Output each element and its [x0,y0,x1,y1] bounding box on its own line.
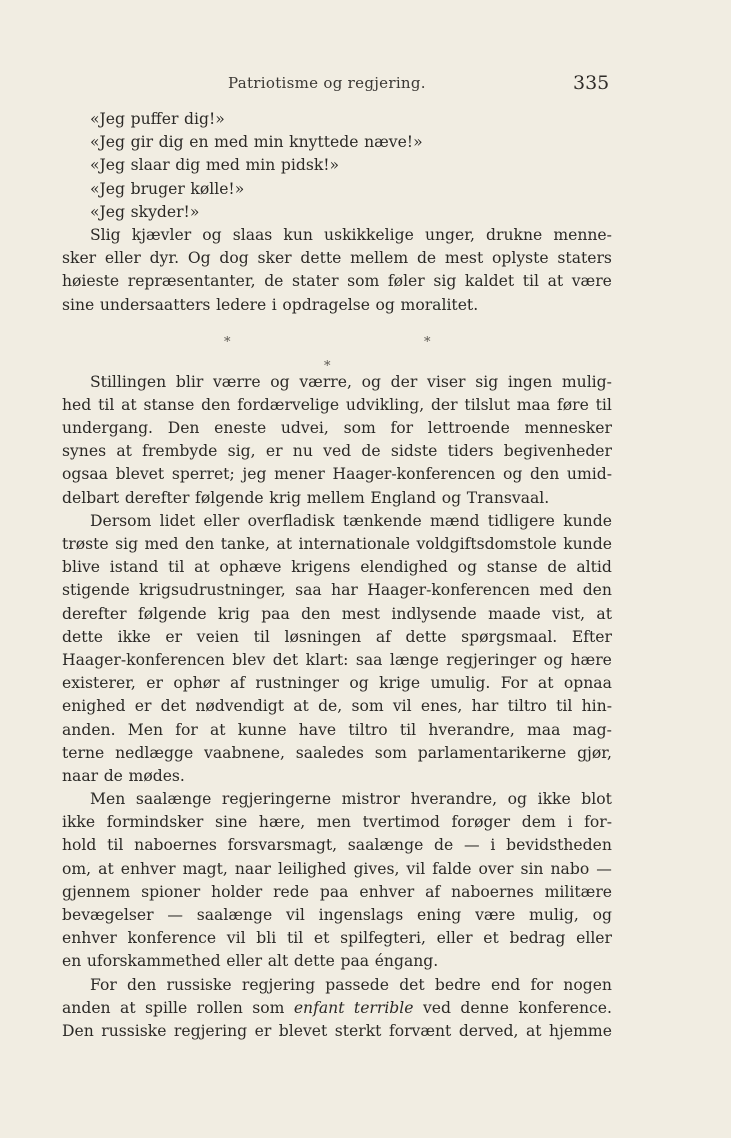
text-line: dette ikke er veien til løsningen af dette spørgsmaal. Efter [62,627,612,646]
text-line: «Jeg slaar dig med min pidsk!» [90,156,340,175]
asterisk: * [224,334,231,350]
text-line: Haager-konferencen blev det klart: saa længe regjeringer og hære [62,650,612,669]
text-line: Men saalænge regjeringerne mistror hverandre, og ikke blot [90,790,612,809]
text-line: sker eller dyr. Og dog sker dette mellem de mest oplyste staters [62,249,612,268]
text-line: «Jeg bruger kølle!» [90,179,245,198]
text-line: delbart derefter følgende krig mellem England og Transvaal. [62,488,550,507]
text-line: enighed er det nødvendigt at de, som vil enes, har tiltro til hin- [62,697,612,716]
text-line: existerer, er ophør af rustninger og krige umulig. For at opnaa [62,674,612,693]
text-line: om, at enhver magt, naar leilighed gives, vil falde over sin nabo — [62,859,612,878]
text-line: gjennem spioner holder rede paa enhver af naboernes militære [62,882,612,901]
text-line: Den russiske regjering er blevet sterkt forvænt derved, at hjemme [62,1021,612,1040]
text-line: sine undersaatters ledere i opdragelse og moralitet. [62,295,479,314]
text-line: hold til naboernes forsvarsmagt, saalænge de — i bevidstheden [62,836,612,855]
page-number: 335 [573,72,610,94]
body-text [62,108,612,1043]
text-line: «Jeg gir dig en med min knyttede næve!» [90,133,423,152]
text-line: anden at spille rollen som enfant terrible ved denne konference. [62,998,612,1017]
text-line: enhver konference vil bli til et spilfegteri, eller et bedrag eller [62,929,612,948]
text-line: høieste repræsentanter, de stater som føler sig kaldet til at være [62,272,612,291]
text-line: Stillingen blir værre og værre, og der viser sig ingen mulig- [90,372,612,391]
text-line: naar de mødes. [62,766,185,785]
page-header [0,72,731,98]
running-title: Patriotisme og regjering. [228,74,426,92]
text-line: undergang. Den eneste udvei, som for lettroende mennesker [62,419,612,438]
text-line: «Jeg puffer dig!» [90,110,225,128]
text-line: For den russiske regjering passede det bedre end for nogen [90,975,612,994]
text-line: bevægelser — saalænge vil ingenslags ening være mulig, og [62,906,612,924]
text-line: Dersom lidet eller overfladisk tænkende mænd tidligere kunde [90,511,612,530]
text-line: derefter følgende krig paa den mest indlysende maade vist, at [62,604,612,623]
text-line: synes at frembyde sig, er nu ved de sidste tiders begivenheder [62,442,612,461]
text-line: stigende krigsudrustninger, saa har Haager-konferencen med den [62,581,612,600]
text-line: anden. Men for at kunne have tiltro til hverandre, maa mag- [62,720,612,739]
text-line: terne nedlægge vaabnene, saaledes som parlamentarikerne gjør, [62,743,612,762]
text-line: ogsaa blevet sperret; jeg mener Haager-konferencen og den umid- [62,465,612,484]
section-break-asterisks [62,317,612,374]
text-line: trøste sig med den tanke, at internationale voldgiftsdomstole kunde [62,535,612,553]
asterisk: * [424,334,431,350]
text-line: blive istand til at ophæve krigens elendighed og stanse de altid [62,558,612,577]
text-line: en uforskammethed eller alt dette paa éngang. [62,952,439,971]
text-line: «Jeg skyder!» [90,202,200,221]
asterisk: * [324,358,331,374]
text-line: ikke formindsker sine hære, men tvertimod forøger dem i for- [62,813,612,832]
text-line: hed til at stanse den fordærvelige udvikling, der tilslut maa føre til [62,395,612,414]
text-line: Slig kjævler og slaas kun uskikkelige unger, drukne menne- [90,225,612,244]
